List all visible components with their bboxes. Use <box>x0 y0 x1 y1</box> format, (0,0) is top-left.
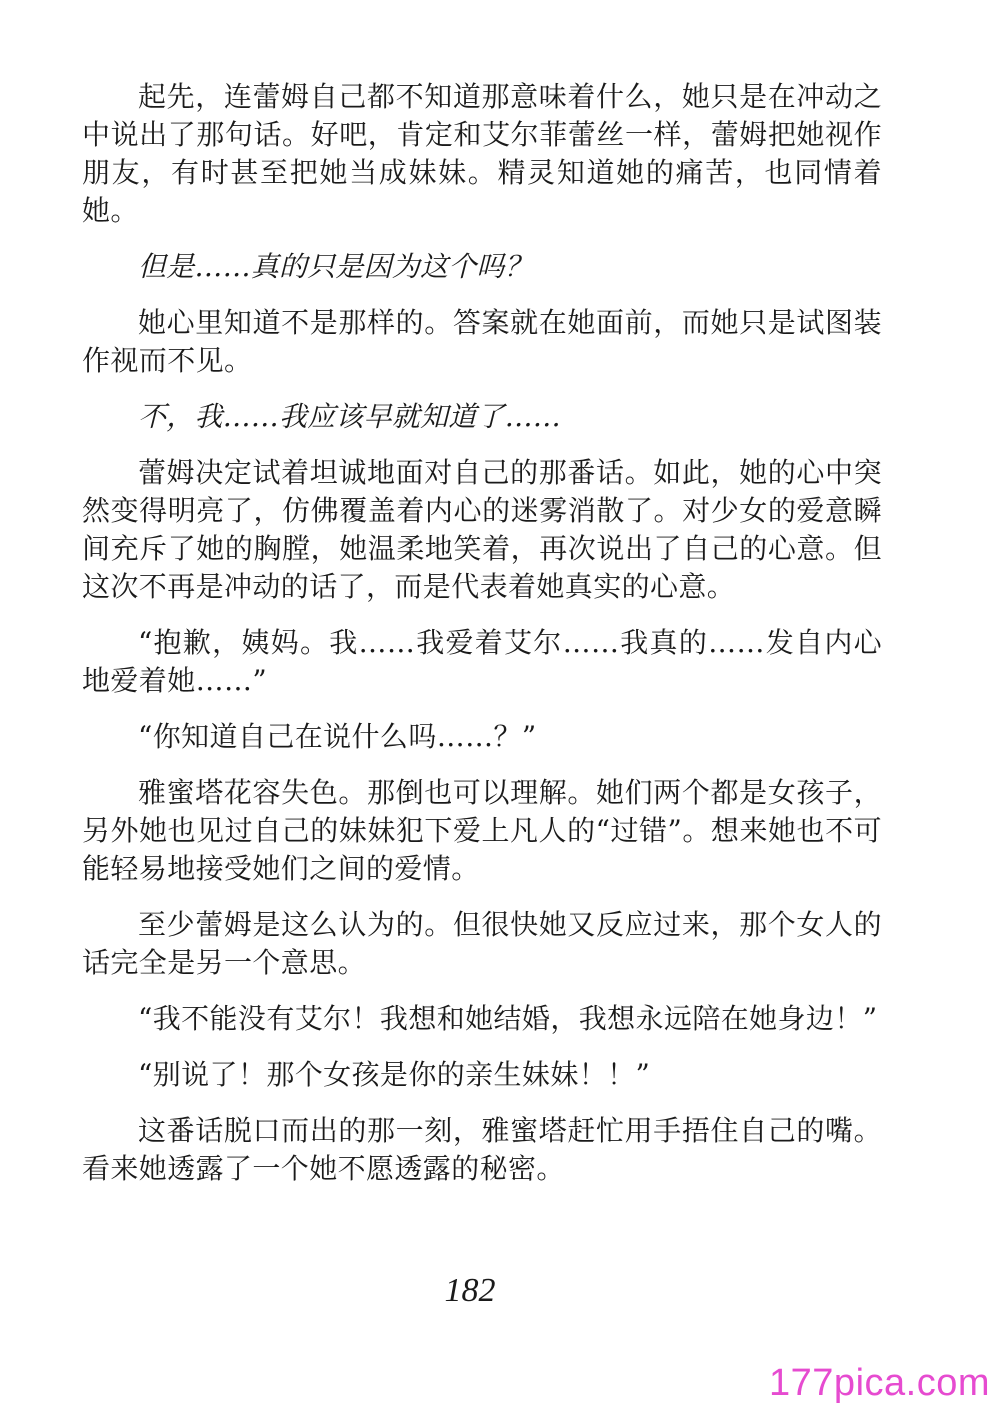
paragraph: 至少蕾姆是这么认为的。但很快她又反应过来，那个女人的话完全是另一个意思。 <box>82 908 882 979</box>
paragraph: 她心里知道不是那样的。答案就在她面前，而她只是试图装作视而不见。 <box>82 306 882 377</box>
paragraph: 这番话脱口而出的那一刻，雅蜜塔赶忙用手捂住自己的嘴。看来她透露了一个她不愿透露的秘密。 <box>82 1114 882 1185</box>
page-body <box>82 78 882 1206</box>
dialogue-paragraph: “别说了！那个女孩是你的亲生妹妹！！” <box>138 1058 651 1091</box>
paragraph: 雅蜜塔花容失色。那倒也可以理解。她们两个都是女孩子，另外她也见过自己的妹妹犯下爱上凡人的“过错”。想来她也不可能轻易地接受她们之间的爱情。 <box>82 776 882 885</box>
page-number: 182 <box>444 1272 496 1309</box>
dialogue-paragraph: “我不能没有艾尔！我想和她结婚，我想永远陪在她身边！” <box>138 1002 878 1035</box>
dialogue-paragraph: “抱歉，姨妈。我……我爱着艾尔……我真的……发自内心地爱着她……” <box>82 626 882 697</box>
watermark: 177pica.com <box>769 1362 990 1404</box>
paragraph: 起先，连蕾姆自己都不知道那意味着什么，她只是在冲动之中说出了那句话。好吧，肯定和艾尔菲蕾丝一样，蕾姆把她视作朋友，有时甚至把她当成妹妹。精灵知道她的痛苦，也同情着她。 <box>82 80 882 227</box>
italic-thought: 但是……真的只是因为这个吗？ <box>138 250 533 283</box>
italic-thought: 不，我……我应该早就知道了…… <box>138 400 562 433</box>
paragraph: 蕾姆决定试着坦诚地面对自己的那番话。如此，她的心中突然变得明亮了，仿佛覆盖着内心的迷雾消散了。对少女的爱意瞬间充斥了她的胸膛，她温柔地笑着，再次说出了自己的心意。但这次不再是冲动的话了，而是代表着她真实的心意。 <box>82 456 882 603</box>
dialogue-paragraph: “你知道自己在说什么吗……？” <box>138 720 537 753</box>
